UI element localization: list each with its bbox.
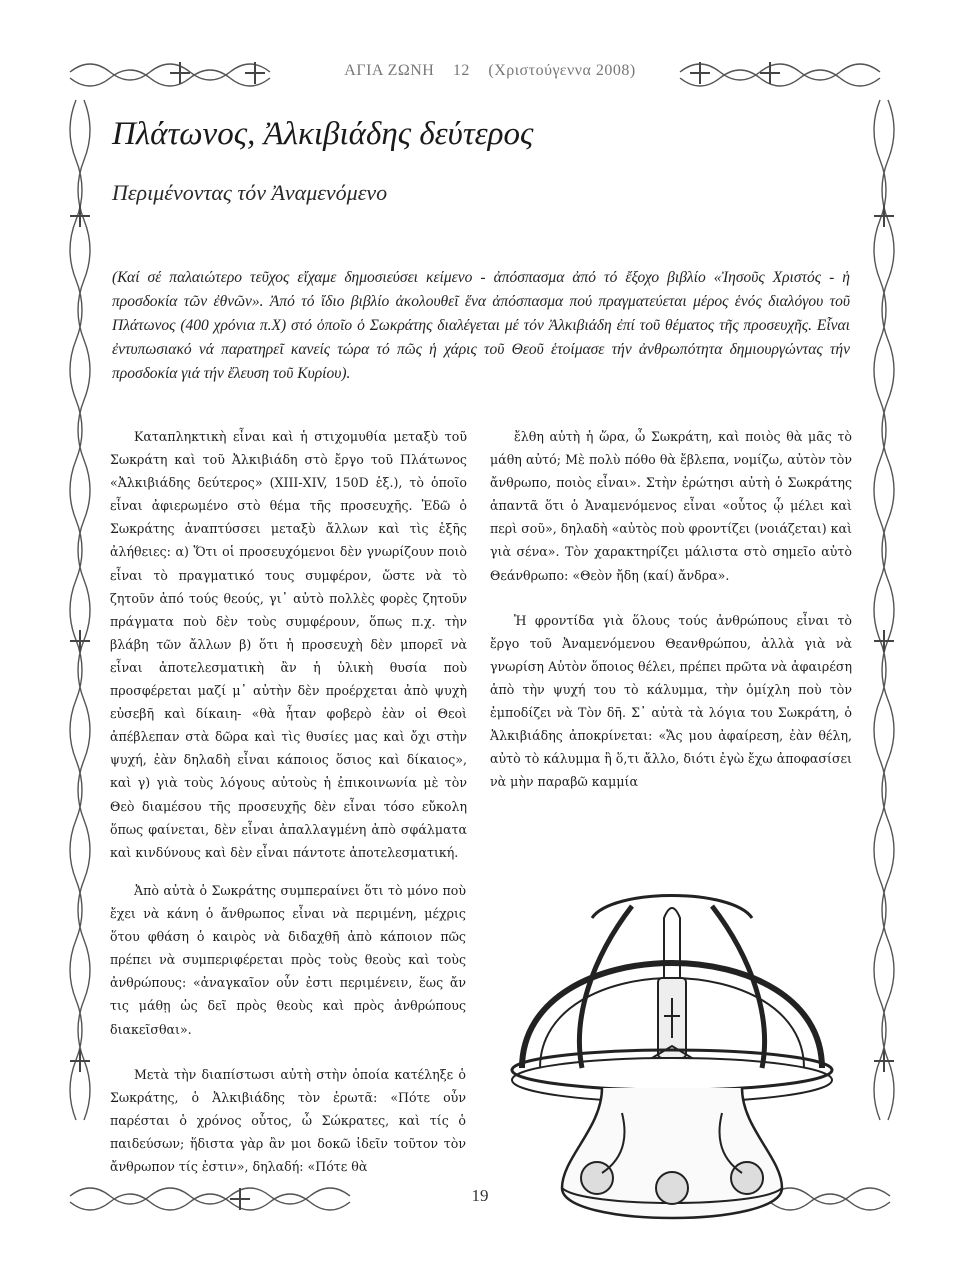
right-paragraph: ἔλθη αὐτὴ ἡ ὥρα, ὦ Σωκράτη, καὶ ποιὸς θὰ μᾶς τὸ μάθη αὐτό; Μὲ πολὺ πόθο θὰ ἔβλεπα, νομίζω, αὐτὸν τὸν ἄνθρωπο, ποιὸς εἶναι». Στὴν ἐρώτησι αὐτὴ ὁ Σωκράτης ἀπαντᾶ ὅτι ὁ Ἀναμενόμενος εἶναι «οὗτος ᾧ μέλει καὶ περὶ σοῦ», δηλαδὴ «αὐτὸς ποὺ φροντίζει (νοιάζεται) καὶ γιὰ σένα». Τὸν χαρακτηρίζει μάλιστα στὸ σημεῖο αὐτὸ Θεάνθρωπο: «Θεὸν ἤδη (καί) ἄνδρα». xyxy=(490,429,852,583)
bottom-paragraph: Μετὰ τὴν διαπίστωσι αὐτὴ στὴν ὁποία κατέληξε ὁ Σωκράτης, ὁ Ἀλκιβιάδης τὸν ἐρωτᾶ: «Πότε οὖν παρέσται ὁ χρόνος οὗτος, ὦ Σώκρατες, καὶ τίς ὁ παιδεύσων; ἥδιστα γὰρ ἂν μοι δοκῶ ἰδεῖν τοῦτον τὸν ἄνθρωπον τίς ἐστιν», δηλαδή: «Πότε θὰ xyxy=(110,1066,466,1175)
issue-season: (Χριστούγεννα 2008) xyxy=(488,62,636,79)
running-header xyxy=(300,62,680,80)
magazine-name: ΑΓΙΑ ΖΩΝΗ xyxy=(344,62,435,79)
bottom-paragraph: Ἀπὸ αὐτὰ ὁ Σωκράτης συμπεραίνει ὅτι τὸ μόνο ποὺ ἔχει νὰ κάνη ὁ ἄνθρωπος εἶναι νὰ περιμένη, μέχρις ὅτου φθάση ὁ καιρὸς νὰ διδαχθῆ ἀπὸ κάποιον πῶς πρέπει νὰ συμπεριφέρεται πρὸς τοὺς θεοὺς καὶ τοὺς ἀνθρώπους: «ἀναγκαῖον οὖν ἐστι περιμένειν, ἕως ἄν τις μάθῃ ὡς δεῖ πρὸς θεοὺς καὶ πρὸς ἀνθρώπους διακεῖσθαι». xyxy=(110,883,466,1037)
bottom-left-column xyxy=(110,879,466,1178)
reliquary-illustration xyxy=(482,848,862,1248)
issue-number: 12 xyxy=(452,62,470,79)
left-column xyxy=(110,425,467,864)
left-paragraph: Καταπληκτικὴ εἶναι καὶ ἡ στιχομυθία μεταξὺ τοῦ Σωκράτη καὶ τοῦ Ἀλκιβιάδη στὸ ἔργο τοῦ Πλάτωνος «Ἀλκιβιάδης δεύτερος» (ΧΙΙΙ-ΧΙV, 150D ἑξ.), τὸ ὁποῖο εἶναι ἀφιερωμένο στὸ θέμα τῆς προσευχῆς. Ἐδῶ ὁ Σωκράτης ἀναπτύσσει μεταξὺ ἄλλων καὶ τὶς ἑξῆς ἀλήθειες: α) Ὅτι οἱ προσευχόμενοι δὲν γνωρίζουν ποιὸ εἶναι τὸ πραγματικό τους συμφέρον, ὥστε νὰ τὸ ζητοῦν ἀπό τούς θεούς, γι᾽ αὐτὸ πολλὲς φορὲς ζητοῦν πράγματα ποὺ δὲν τοὺς συμφέρουν, ὅπως π.χ. τὴν βλάβη τῶν ἄλλων β) ὅτι ἡ προσευχὴ δὲν μπορεῖ νὰ εἶναι ἀποτελεσματικὴ ἂν ἡ ὑλικὴ θυσία ποὺ προσφέρεται μαζί μ᾽ αὐτὴν δὲν προέρχεται ἀπὸ ψυχὴ εὐσεβῆ καὶ δίκαιη- «θὰ ἦταν φοβερὸ ἐὰν οἱ Θεοὶ ἀπέβλεπαν στὰ δῶρα καὶ τὶς θυσίες μας καὶ ὄχι στὴν ψυχή, ἐὰν δηλαδὴ εἶναι κάποιος ὅσιος καὶ δίκαιος», καὶ γ) γιὰ τοὺς λόγους αὐτοὺς ἡ ἐπικοινωνία μὲ τὸν Θεὸ διαμέσου τῆς προσευχῆς δὲν εἶναι τόσο εὔκολη ὅπως φαίνεται, δὲν εἶναι ἀπαλλαγμένη ἀπὸ σφάλματα καὶ κινδύνους καὶ δὲν εἶναι πάντοτε ἀποτελεσματική. xyxy=(110,429,467,860)
article-title: Πλάτωνος, Ἀλκιβιάδης δεύτερος xyxy=(112,116,534,152)
article-subtitle: Περιμένοντας τόν Ἀναμενόμενο xyxy=(112,180,388,205)
right-column xyxy=(490,425,852,793)
page-number: 19 xyxy=(471,1186,489,1205)
right-paragraph: Ἡ φροντίδα γιὰ ὅλους τούς ἀνθρώπους εἶναι τὸ ἔργο τοῦ Ἀναμενόμενου Θεανθρώπου, ἀλλὰ γιὰ νὰ γνωρίση Αὐτὸν ὅποιος θέλει, πρέπει πρῶτα νὰ ἀφαιρέση ἀπὸ τὴν ψυχή του τὸ κάλυμμα, τὴν ὁμίχλη ποὺ τὸν ἐμποδίζει νὰ Τὸν δῆ. Σ᾽ αὐτὰ τὰ λόγια του Σωκράτη, ὁ Ἀλκιβιάδης ἀποκρίνεται: «Ἄς μου ἀφαίρεση, ἐὰν θέλη, αὐτὸ τὸ κάλυμμα ἢ ὅ,τι ἄλλο, διότι ἐγὼ ἔχω ἀποφασίσει νὰ μὴν παραβῶ καμμία xyxy=(490,612,852,790)
article-intro: (Καί σέ παλαιώτερο τεῦχος εἴχαμε δημοσιεύσει κείμενο - ἀπόσπασμα ἀπό τό ἔξοχο βιβλίο «Ἰησοῦς Χριστός - ἡ προσδοκία τῶν ἐθνῶν». Ἀπό τό ἴδιο βιβλίο ἀκολουθεῖ ἕνα ἀπόσπασμα πού πραγματεύεται μέρος ἑνός διαλόγου τοῦ Πλάτωνος (400 χρόνια π.Χ) στό ὁποῖο ὁ Σωκράτης διαλέγεται μέ τόν Ἀλκιβιάδη ἐπί τοῦ θέματος τῆς προσευχῆς. Εἶναι ἐντυπωσιακό νά παρατηρεῖ κανείς τώρα τό πῶς ἡ χάρις τοῦ Θεοῦ ἑτοίμασε τήν ἀνθρωπότητα δημιουργώντας τήν προσδοκία γιά τήν ἔλευση τοῦ Κυρίου). xyxy=(112,269,850,382)
